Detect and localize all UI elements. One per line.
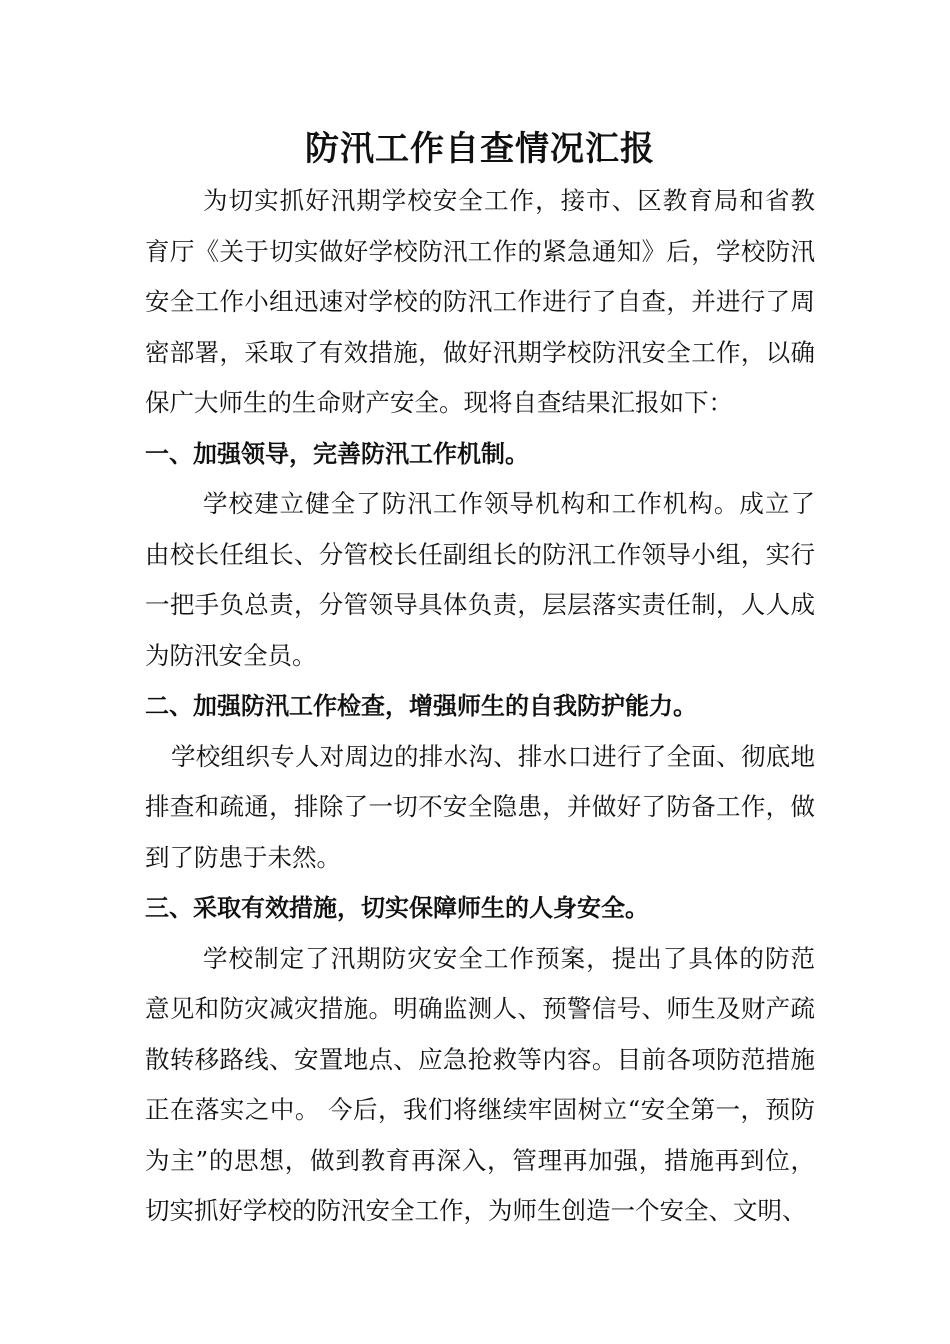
section-1-heading: 一、加强领导，完善防汛工作机制。 [145, 439, 529, 468]
document-title: 防汛工作自查情况汇报 [305, 129, 655, 169]
intro-paragraph: 为切实抓好汛期学校安全工作，接市、区教育局和省教育厅《关于切实做好学校防汛工作的紧急通知》后，学校防汛安全工作小组迅速对学校的防汛工作进行了自查，并进行了周密部署，采取了有效措施，做好汛期学校防汛安全工作，以确保广大师生的生命财产安全。现将自查结果汇报如下： [145, 186, 815, 417]
section-1-body: 学校建立健全了防汛工作领导机构和工作机构。成立了由校长任组长、分管校长任副组长的防汛工作领导小组，实行一把手负总责，分管领导具体负责，层层落实责任制，人人成为防汛安全员。 [145, 489, 815, 670]
document-content [145, 122, 815, 1237]
section-2-heading: 二、加强防汛工作检查，增强师生的自我防护能力。 [145, 692, 697, 720]
section-3-body: 学校制定了汛期防灾安全工作预案，提出了具体的防范意见和防灾减灾措施。明确监测人、预警信号、师生及财产疏散转移路线、安置地点、应急抢救等内容。目前各项防范措施正在落实之中。 今后，我们将继续牢固树立“安全第一，预防为主”的思想，做到教育再深入，管理再加强，措施再到位，切实抓好学校的防汛安全工作，为师生创造一个安全、文明、 [145, 943, 815, 1225]
section-2-body: 学校组织专人对周边的排水沟、排水口进行了全面、彻底地排查和疏通，排除了一切不安全隐患，并做好了防备工作，做到了防患于未然。 [145, 741, 815, 872]
section-3-heading: 三、采取有效措施，切实保障师生的人身安全。 [145, 894, 649, 922]
